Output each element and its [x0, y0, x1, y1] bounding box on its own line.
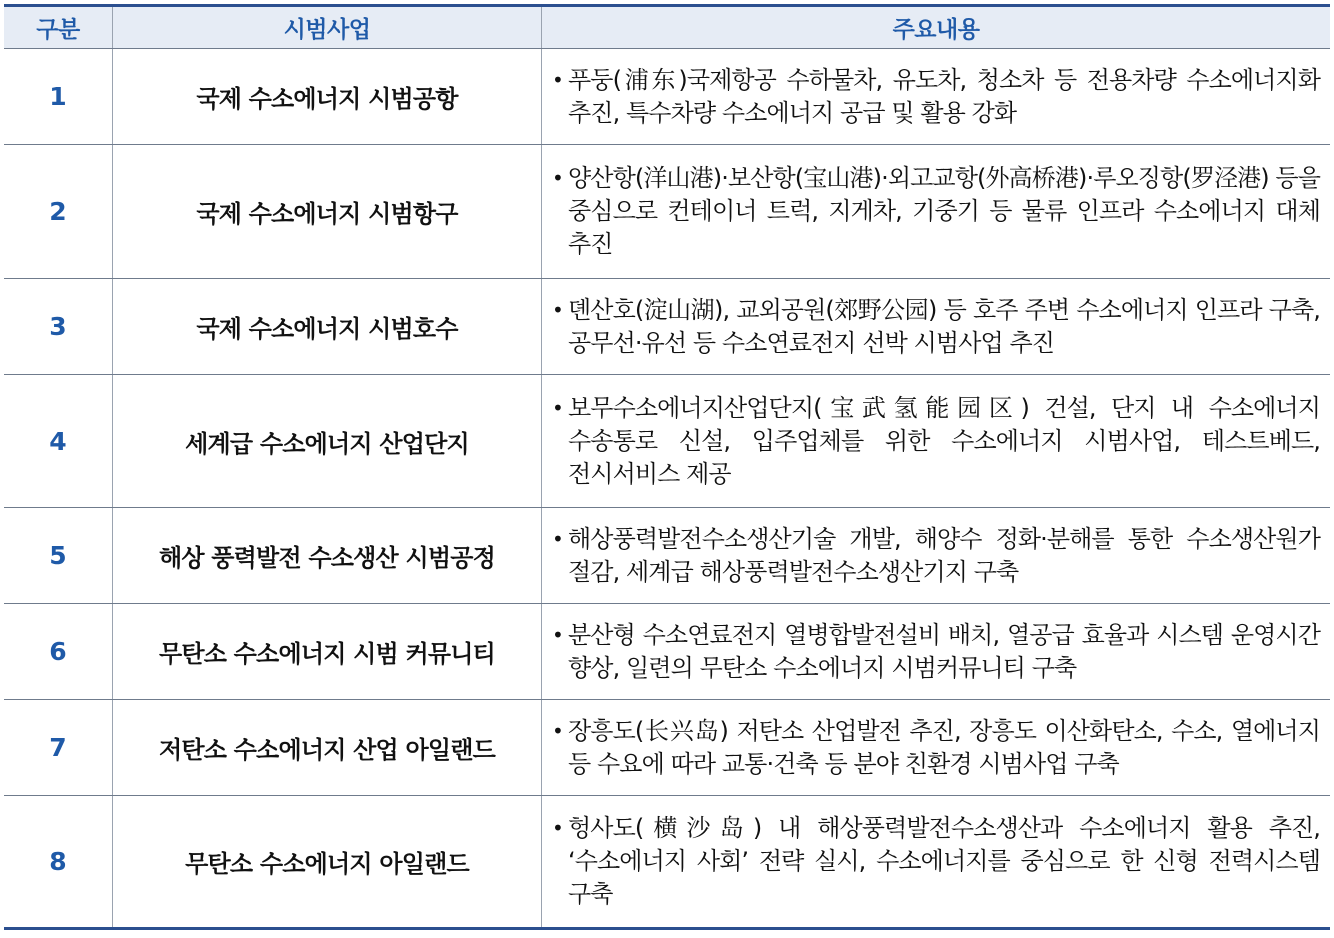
bullet-icon: •: [552, 395, 564, 420]
header-project: 시범사업: [112, 7, 541, 48]
project-description: [541, 508, 1330, 603]
description-text: 푸둥(浦东)국제항공 수하물차, 유도차, 청소차 등 전용차량 수소에너지화 추진, 특수차량 수소에너지 공급 및 활용 강화: [568, 65, 1320, 127]
description-text: 헝사도(横沙岛) 내 해상풍력발전수소생산과 수소에너지 활용 추진, ‘수소에너지 사회’ 전략 실시, 수소에너지를 중심으로 한 신형 전력시스템 구축: [568, 814, 1320, 908]
project-name: 국제 수소에너지 시범공항: [112, 49, 541, 144]
pilot-project-table: [4, 4, 1330, 930]
table-row: [4, 796, 1330, 927]
bullet-icon: •: [552, 526, 564, 551]
description-text: 해상풍력발전수소생산기술 개발, 해양수 정화·분해를 통한 수소생산원가 절감, 세계급 해상풍력발전수소생산기지 구축: [568, 524, 1320, 586]
table-row: [4, 279, 1330, 375]
description-text: 양산항(洋山港)·보산항(宝山港)·외고교항(外高桥港)·루오징항(罗泾港) 등을 중심으로 컨테이너 트럭, 지게차, 기중기 등 물류 인프라 수소에너지 대체 추진: [568, 164, 1320, 258]
bullet-icon: •: [552, 622, 564, 647]
project-description: [541, 279, 1330, 374]
row-number: 2: [49, 197, 67, 226]
table-row: [4, 700, 1330, 796]
bullet-icon: •: [552, 297, 564, 322]
description-text: 장흥도(长兴岛) 저탄소 산업발전 추진, 장흥도 이산화탄소, 수소, 열에너지 등 수요에 따라 교통·건축 등 분야 친환경 시범사업 구축: [568, 716, 1320, 778]
table-row: [4, 49, 1330, 145]
bullet-icon: •: [552, 67, 564, 92]
project-description: [541, 604, 1330, 699]
bullet-icon: •: [552, 816, 564, 840]
description-text: 뎬산호(淀山湖), 교외공원(郊野公园) 등 호주 주변 수소에너지 인프라 구축, 공무선·유선 등 수소연료전지 선박 시범사업 추진: [568, 295, 1320, 357]
bullet-icon: •: [552, 166, 564, 190]
project-name: 세계급 수소에너지 산업단지: [112, 375, 541, 507]
project-name: 무탄소 수소에너지 아일랜드: [112, 796, 541, 927]
table-row: [4, 375, 1330, 508]
row-number: 7: [49, 733, 67, 762]
project-description: [541, 375, 1330, 507]
project-name: 국제 수소에너지 시범호수: [112, 279, 541, 374]
table-row: [4, 508, 1330, 604]
header-no: 구분: [36, 17, 80, 43]
project-description: [541, 49, 1330, 144]
table-header: [4, 7, 1330, 49]
row-number: 4: [49, 426, 67, 456]
bullet-icon: •: [552, 718, 564, 743]
row-number: 8: [49, 847, 67, 876]
project-name: 국제 수소에너지 시범항구: [112, 145, 541, 278]
project-description: [541, 145, 1330, 278]
description-text: 보무수소에너지산업단지(宝武氢能园区) 건설, 단지 내 수소에너지 수송통로 신설, 입주업체를 위한 수소에너지 시범사업, 테스트베드, 전시서비스 제공: [568, 393, 1320, 488]
row-number: 3: [49, 312, 67, 341]
project-name: 해상 풍력발전 수소생산 시범공정: [112, 508, 541, 603]
row-number: 1: [49, 82, 67, 111]
project-description: [541, 700, 1330, 795]
project-name: 무탄소 수소에너지 시범 커뮤니티: [112, 604, 541, 699]
project-description: [541, 796, 1330, 927]
row-number: 6: [49, 637, 67, 666]
header-content: 주요내용: [541, 7, 1330, 48]
description-text: 분산형 수소연료전지 열병합발전설비 배치, 열공급 효율과 시스템 운영시간 향상, 일련의 무탄소 수소에너지 시범커뮤니티 구축: [568, 620, 1320, 682]
row-number: 5: [49, 541, 67, 570]
table-row: [4, 145, 1330, 279]
project-name: 저탄소 수소에너지 산업 아일랜드: [112, 700, 541, 795]
table-row: [4, 604, 1330, 700]
